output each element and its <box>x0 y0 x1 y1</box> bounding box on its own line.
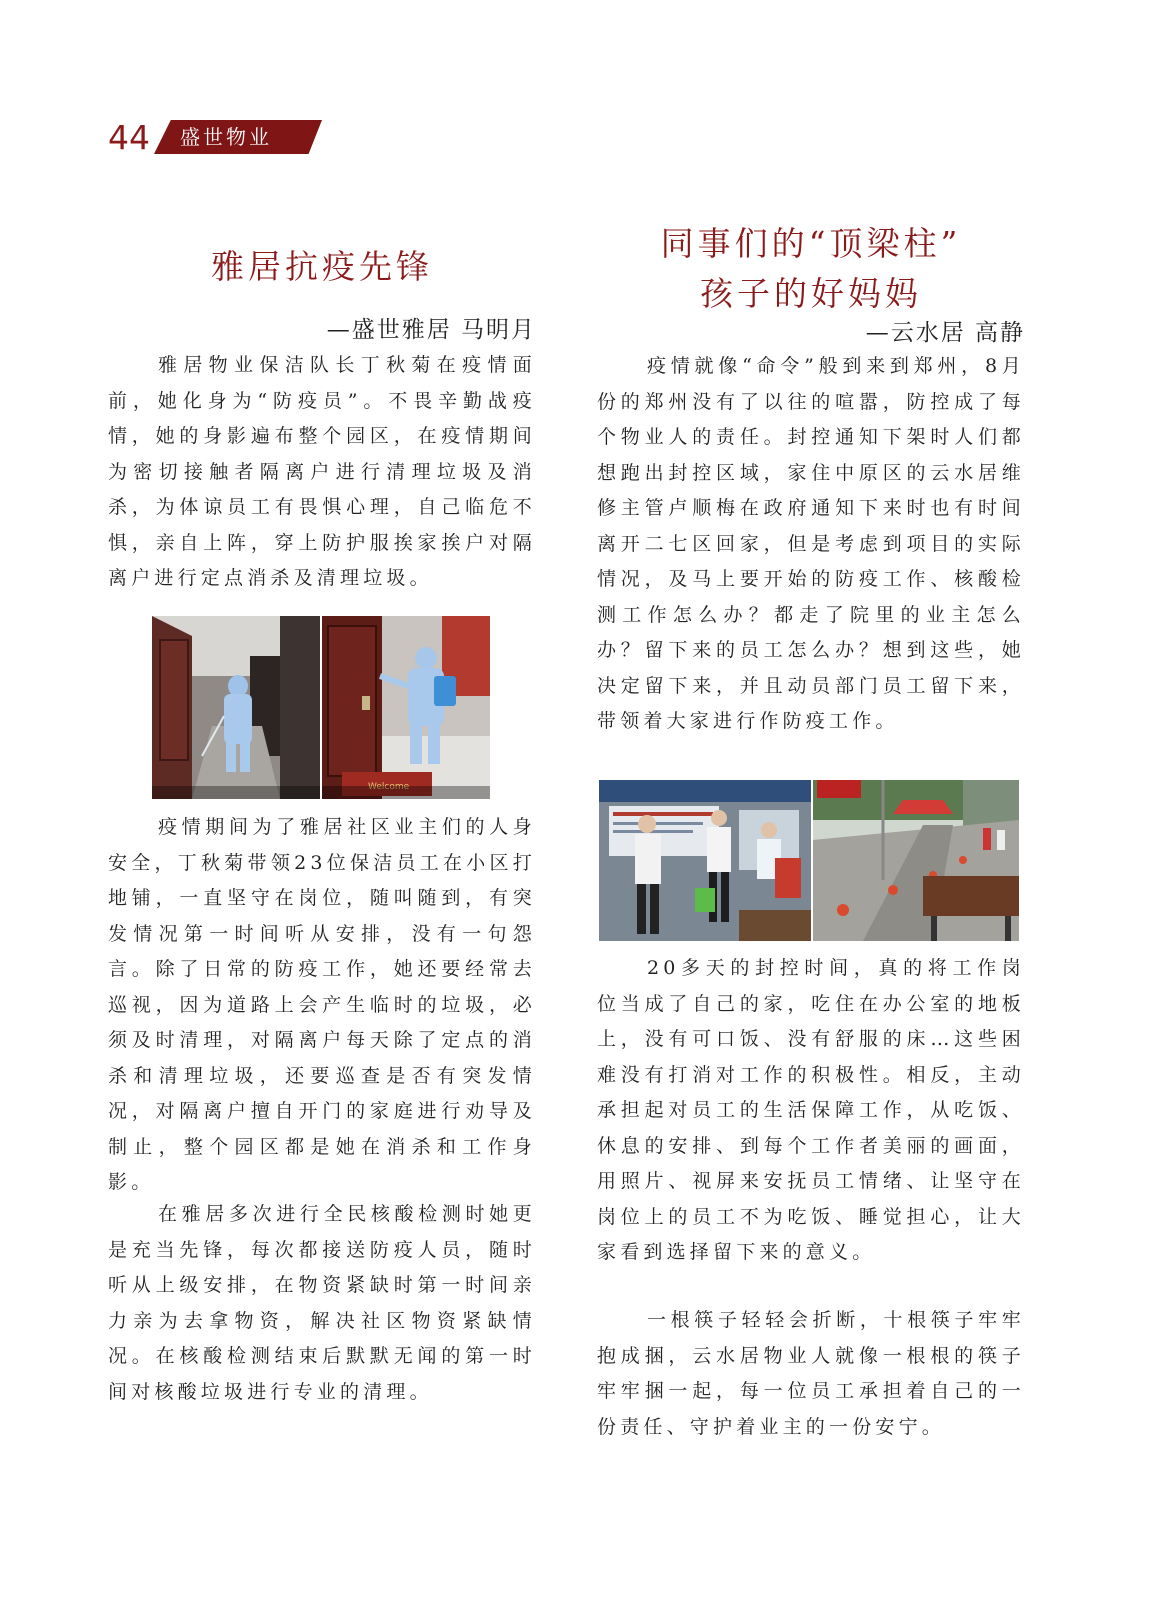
section-title: 盛世物业 <box>180 125 272 149</box>
right-paragraph-2: 20多天的封控时间，真的将工作岗位当成了自己的家，吃住在办公室的地板上，没有可口饭、没有舒服的床…这些困难没有打消对工作的积极性。相反，主动承担起对员工的生活保障工作，从吃饭、休息的安排、到每个工作者美丽的画面，用照片、视屏来安抚员工情绪、让坚守在岗位上的员工不为吃饭、睡觉担心，让大家看到选择留下来的意义。 <box>597 957 1025 1263</box>
disinfection-photo-corridor <box>152 616 320 799</box>
right-article-title-line1: 同事们的“顶梁柱” <box>660 224 962 263</box>
right-article-byline: —云水居 高静 <box>865 320 1025 346</box>
right-article-title-line2: 孩子的好妈妈 <box>700 274 922 313</box>
left-article-title: 雅居抗疫先锋 <box>211 247 433 286</box>
testing-site-photo-queue <box>813 780 1019 941</box>
page-number: 44 <box>108 118 150 157</box>
doormat-text: Welcome <box>368 782 410 792</box>
right-paragraph-3: 一根筷子轻轻会折断，十根筷子牢牢抱成捆，云水居物业人就像一根根的筷子牢牢捆一起，每一位员工承担着自己的一份责任、守护着业主的一份安宁。 <box>597 1309 1025 1438</box>
left-article-byline: —盛世雅居 马明月 <box>326 317 536 343</box>
right-paragraph-1: 疫情就像“命令”般到来到郑州，8月份的郑州没有了以往的喧嚣，防控成了每个物业人的责任。封控通知下架时人们都想跑出封控区域，家住中原区的云水居维修主管卢顺梅在政府通知下来时也有时间离开二七区回家，但是考虑到项目的实际情况，及马上要开始的防疫工作、核酸检测工作怎么办？都走了院里的业主怎么办？留下来的员工怎么办？想到这些，她决定留下来，并且动员部门员工留下来，带领着大家进行作防疫工作。 <box>597 355 1025 732</box>
disinfection-photo-door <box>322 616 490 799</box>
testing-site-photo-tent <box>599 780 811 941</box>
left-paragraph-3: 在雅居多次进行全民核酸检测时她更是充当先锋，每次都接送防疫人员，随时听从上级安排，在物资紧缺时第一时间亲力亲为去拿物资，解决社区物资紧缺情况。在核酸检测结束后默默无闻的第一时间对核酸垃圾进行专业的清理。 <box>108 1203 536 1403</box>
left-paragraph-1: 雅居物业保洁队长丁秋菊在疫情面前，她化身为“防疫员”。不畏辛勤战疫情，她的身影遍布整个园区，在疫情期间为密切接触者隔离户进行清理垃圾及消杀，为体谅员工有畏惧心理，自己临危不惧，亲自上阵，穿上防护服挨家挨户对隔离户进行定点消杀及清理垃圾。 <box>108 354 536 589</box>
left-paragraph-2: 疫情期间为了雅居社区业主们的人身安全，丁秋菊带领23位保洁员工在小区打地铺，一直坚守在岗位，随叫随到，有突发情况第一时间听从安排，没有一句怨言。除了日常的防疫工作，她还要经常去巡视，因为道路上会产生临时的垃圾，必须及时清理，对隔离户每天除了定点的消杀和清理垃圾，还要巡查是否有突发情况，对隔离户擅自开门的家庭进行劝导及制止，整个园区都是她在消杀和工作身影。 <box>108 816 536 1193</box>
